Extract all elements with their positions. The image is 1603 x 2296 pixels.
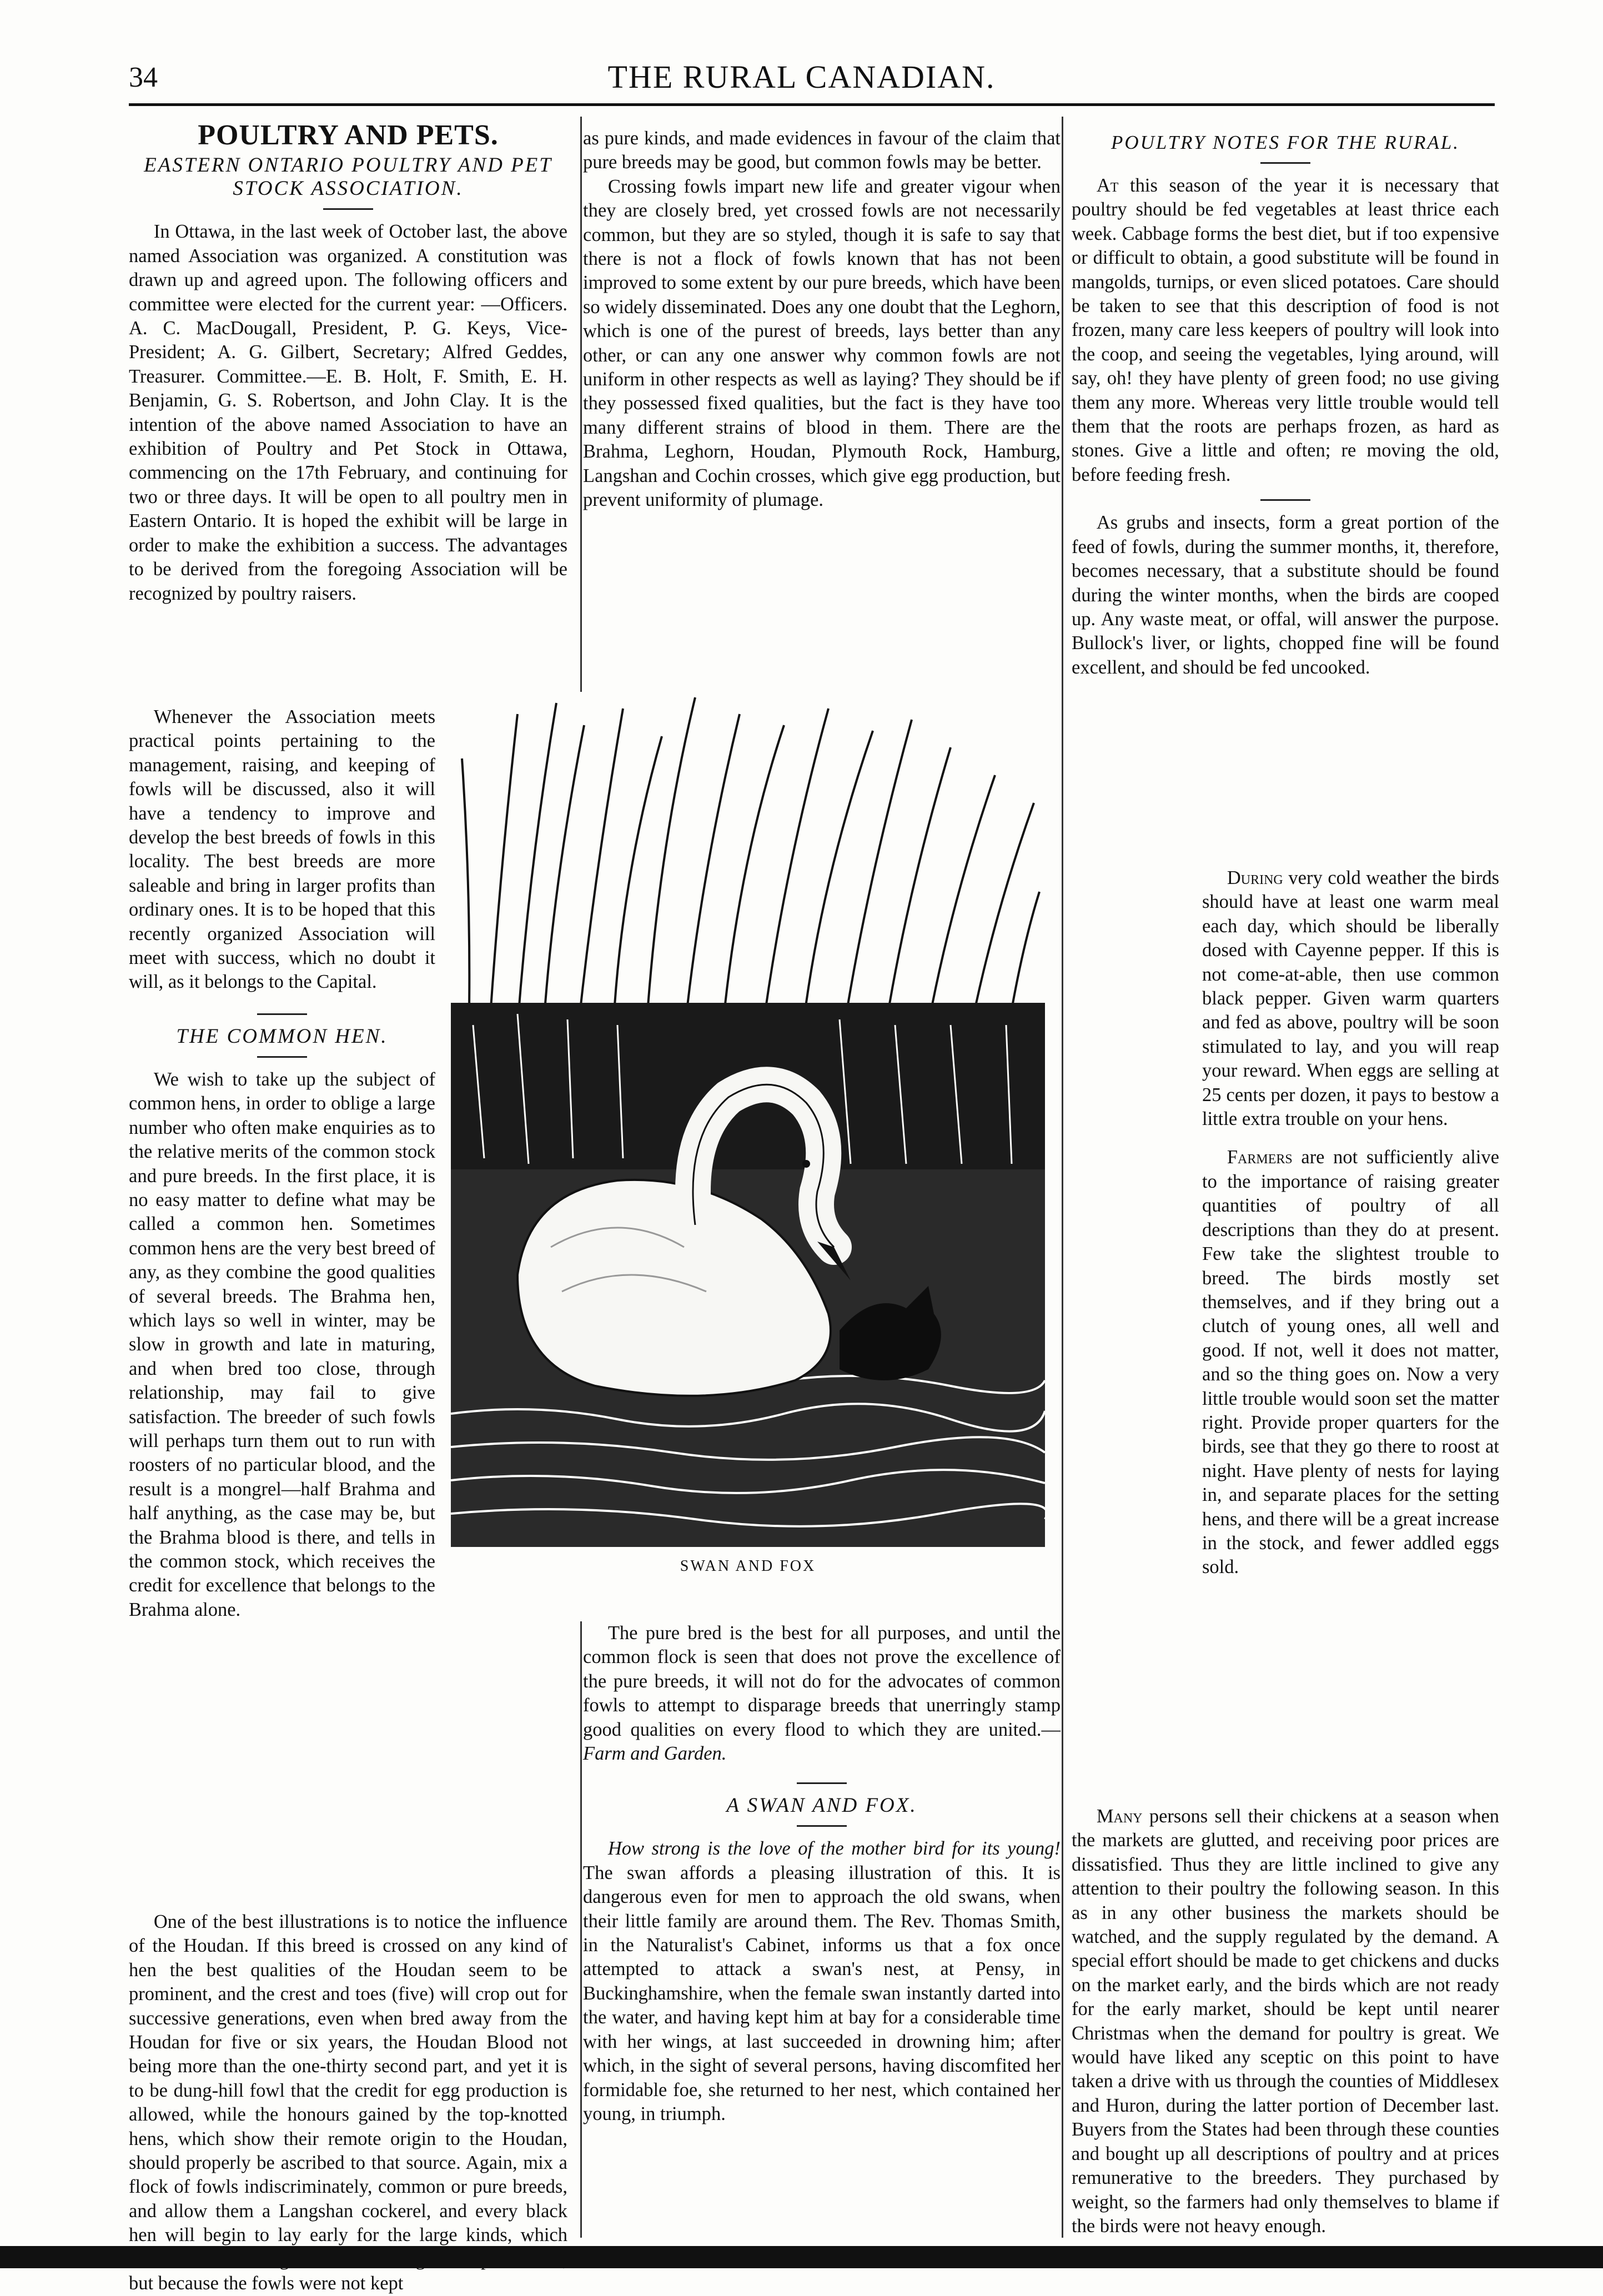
title-rule — [323, 208, 373, 210]
column-divider — [1062, 117, 1063, 2238]
column-2-bottom — [583, 1621, 1061, 2126]
column-divider — [580, 1621, 582, 2238]
article-paragraph — [1072, 174, 1499, 487]
running-title: THE RURAL CANADIAN. — [607, 59, 996, 95]
lead-word: Many — [1096, 1806, 1143, 1827]
lead-word: During — [1227, 867, 1283, 888]
figure-caption: SWAN AND FOX — [680, 1558, 816, 1575]
lead-word: Farmers — [1227, 1147, 1293, 1168]
article-paragraph: As grubs and insects, form a great portion of the feed of fowls, during the summer months, it, therefore, becomes necessary, that a substitute should be found during the winter months, when the birds are cooped up. Any waste meat, or offal, will answer the purpose. Bullock's liver, or lights, chopped fine will be found excellent, and should be fed uncooked. — [1072, 512, 1499, 678]
article-paragraph — [1202, 866, 1499, 1131]
article-title-swan-and-fox: A SWAN AND FOX. — [726, 1794, 917, 1817]
page-bottom-edge — [0, 2246, 1603, 2268]
paragraph-text: very cold weather the birds should have at least one warm meal each day, which should be liberally dosed with Cayenne pepper. If this is not come-at-able, then use common black pepper. Given warm quarters and fed as above, poultry will be soon stimulated to lay, and you will reap your reward. When eggs are selling at 25 cents per dozen, it pays to bestow a little extra trouble on your hens. — [1202, 867, 1499, 1130]
article-paragraph: Whenever the Association meets practical points pertaining to the management, raising, and keeping of fowls will be discussed, also it will have a tendency to improve and develop the best breeds of fowls in this locality. The best breeds are more saleable and bring in larger profits than ordinary ones. It is to be hoped that this recently organized Association will meet with success, which no doubt it will, as it belongs to the Capital. — [129, 706, 435, 993]
header-rule — [129, 103, 1495, 106]
title-rule — [1260, 162, 1310, 164]
article-paragraph — [1202, 1146, 1499, 1579]
section-rule — [257, 1013, 307, 1015]
article-paragraph — [1072, 1805, 1499, 2238]
article-paragraph: Crossing fowls impart new life and greater vigour when they are closely bred, yet crossed fowls are not necessarily common, but they are so styled, though it is safe to say that there is not a flock of fowls known that has not been improved to some extent by our pure breeds, which have been so widely disseminated. Does any one doubt that the Leghorn, which is one of the purest of breeds, lays better than any other, or can any one answer why common fowls are not uniform in other respects as well as laying? They should be if they possessed fixed qualities, but the fact is they have too many different strains of blood in them. There are the Brahma, Leghorn, Houdan, Plymouth Rock, Hamburg, Langshan and Cochin crosses, which give egg production, but prevent uniformity of plumage. — [583, 175, 1061, 511]
lead-word: At — [1096, 175, 1119, 196]
article-paragraph — [583, 1621, 1061, 1766]
title-rule — [257, 1056, 307, 1058]
column-3-narrow — [1202, 866, 1499, 1580]
column-3-bottom — [1072, 1805, 1499, 2238]
section-rule — [797, 1782, 847, 1784]
paragraph-text: The swan affords a pleasing illustration of this. It is dangerous even for men to approach the old swans, when their little family are around them. The Rev. Thomas Smith, in the Naturalist's Cabinet, informs us that a fox once attempted to attack a swan's nest, at Pensy, in Buckinghamshire, when the female swan instantly darted into the water, and having kept him at bay for a considerable time with her wings, at last succeeded in drowning him; after which, in the sight of several persons, having discomfited her formidable foe, she returned to her nest, which contained her young, in triumph. — [583, 1862, 1061, 2124]
title-rule — [797, 1825, 847, 1827]
article-title-common-hen: THE COMMON HEN. — [176, 1024, 388, 1048]
article-paragraph — [583, 1837, 1061, 2126]
paragraph-text: persons sell their chickens at a season when the markets are glutted, and receiving poor prices are dissatisfied. Thus they are little inclined to give any attention to their poultry the following season. In this as in any other business the markets should be watched, and the supply regulated by the demand. A special effort should be made to get chickens and ducks on the market early, and the birds which are not ready for the early market, should be kept until nearer Christmas when the demand for poultry is great. We would have liked any sceptic on this point to have taken a drive with us through the counties of Middlesex and Huron, during the latter portion of December last. Buyers from the States had been through these counties and bought up all descriptions of poultry and at prices remunerative to the breeders. They purchased by weight, so the farmers had only themselves to blame if the birds were not heavy enough. — [1072, 1806, 1500, 2237]
article-title-eastern-ontario: EASTERN ONTARIO POULTRY AND PET STOCK ASSOCIATION. — [144, 154, 552, 200]
column-1-bottom — [129, 1910, 567, 2296]
column-3-top — [1072, 131, 1499, 680]
paragraph-text: The pure bred is the best for all purposes, and until the common flock is seen that does not prove the excellence of the pure breeds, it will not do for the advocates of common fowls to attempt to disparage breeds that unerringly stamp good qualities on every flood to which they are united.— — [583, 1622, 1061, 1740]
paragraph-text: are not sufficiently alive to the importance of raising greater quantities of poultry of all descriptions than they do at present. Few take the slightest trouble to breed. The birds mostly set themselves, and if they bring out a clutch of young ones, all well and good. If not, well it does not matter, and so the thing goes on. Now a very little trouble would soon set the matter right. Provide proper quarters for the birds, see that they go there to roost at night. Have plenty of nests for laying in, and separate places for the setting hens, and there will be a great increase in the stock, and fewer addled eggs sold. — [1202, 1147, 1500, 1578]
italic-lead: How strong is the love of the mother bird for its young! — [607, 1838, 1061, 1860]
column-2-top — [583, 127, 1061, 513]
article-paragraph: We wish to take up the subject of common hens, in order to oblige a large number who often make enquiries as to the relative merits of the common stock and pure breeds. In the first place, it is no easy matter to define what may be called a common hen. Sometimes common hens are the very best breed of any, as they combine the good qualities of several breeds. The Brahma hen, which lays so well in winter, may be slow in growth and late in maturing, and when bred too close, through relationship, may fail to give satisfaction. The breeder of such fowls will perhaps turn them out to run with roosters of no particular blood, and the result is a mongrel—half Brahma and half anything, as the case may be, but the Brahma blood is there, and tells in the common stock, which receives the credit for excellence that belongs to the Brahma alone. — [129, 1068, 435, 1620]
source-citation: Farm and Garden. — [583, 1743, 727, 1765]
swan-illustration — [451, 692, 1045, 1547]
article-paragraph: In Ottawa, in the last week of October last, the above named Association was organized. A constitution was drawn up and agreed upon. The following officers and committee were elected for the current year: —Officers. A. C. MacDougall, President, P. G. Keys, Vice-President; A. G. Gilbert, Secretary; Alfred Geddes, Treasurer. Committee.—E. B. Holt, F. Smith, E. H. Benjamin, G. S. Robertson, and John Clay. It is the intention of the above named Association to have an exhibition of Poultry and Pet Stock in Ottawa, commencing on the 17th February, and continuing for two or three days. It will be open to all poultry men in Eastern Ontario. It is hoped the exhibit will be large in order to make the exhibition a success. The advantages to be derived from the foregoing Association will be recognized by poultry raisers. — [129, 221, 567, 604]
page-number: 34 — [129, 62, 158, 93]
paragraph-text: this season of the year it is necessary that poultry should be fed vegetables at least thrice each week. Cabbage forms the best diet, but if too expensive or difficult to obtain, a good substitute will be found in mangolds, turnips, or even sliced potatoes. Care should be taken to see that this description of food is not frozen, many care less keepers of poultry will look into the coop, and seeing the vegetables, lying around, will say, oh! they have plenty of green food; no use giving them any more. Whereas very little trouble would tell them that the roots are perhaps frozen, as hard as stones. Give a little and often; re moving the old, before feeding fresh. — [1072, 175, 1499, 485]
section-rule — [1260, 499, 1310, 501]
article-paragraph: One of the best illustrations is to notice the influence of the Houdan. If this breed is crossed on any kind of hen the best qualities of the Houdan seem to be prominent, and the crest and toes (five) will crop out for successive generations, even when bred away from the Houdan for five or six years, the Houdan Blood not being more than the one-thirty second part, and yet it is to be dung-hill fowl that the credit for egg production is allowed, while the honours gained by the top-knotted hens, which show their remote origin to the Houdan, should properly be ascribed to that source. Again, mix a flock of fowls indiscriminately, common or pure breeds, and allow them a Langshan cockerel, and every black hen will begin to lay early for the large kinds, which but because the fowls were not kept — [129, 1911, 567, 2294]
column-1-narrow — [129, 705, 435, 1622]
column-1-top — [129, 119, 567, 606]
section-title-poultry-and-pets: POULTRY AND PETS. — [198, 119, 499, 151]
article-paragraph: as pure kinds, and made evidences in favour of the claim that pure breeds may be good, but common fowls may be better. — [583, 128, 1061, 173]
section-title-poultry-notes: POULTRY NOTES FOR THE RURAL. — [1110, 132, 1460, 153]
swan-and-fox-engraving — [451, 692, 1045, 1547]
column-divider — [580, 117, 582, 694]
